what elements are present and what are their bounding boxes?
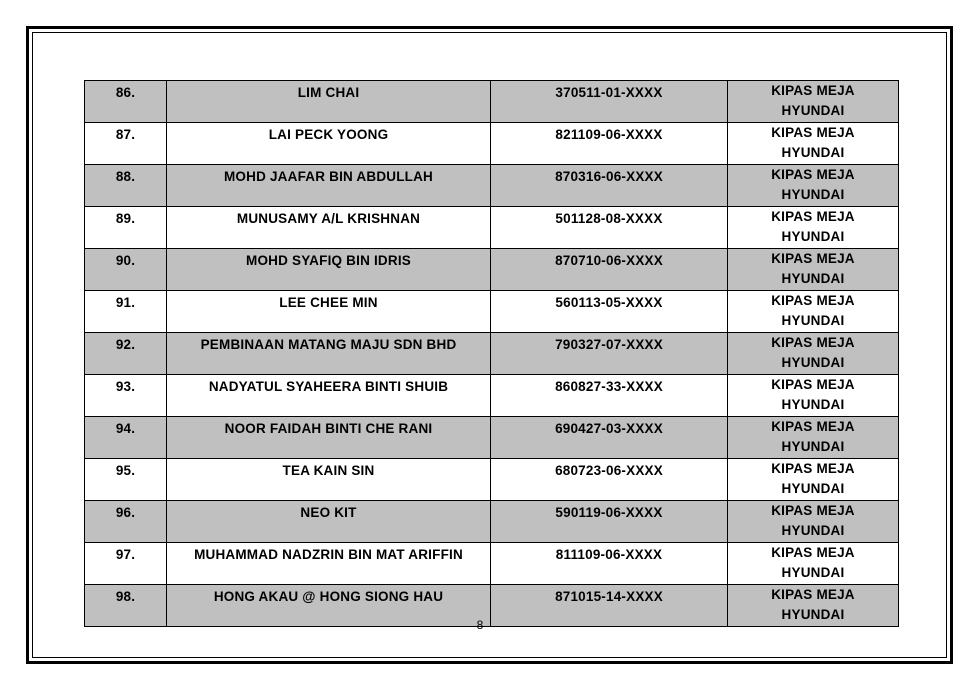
ic-number: 811109-06-XXXX	[491, 543, 728, 585]
table-row	[85, 207, 899, 249]
ic-number: 821109-06-XXXX	[491, 123, 728, 165]
prize-line1: KIPAS MEJA	[771, 167, 855, 182]
ic-number: 680723-06-XXXX	[491, 459, 728, 501]
prize	[728, 291, 899, 333]
prize-line2: HYUNDAI	[781, 187, 845, 202]
prize-line2: HYUNDAI	[781, 103, 845, 118]
prize-line1: KIPAS MEJA	[771, 545, 855, 560]
winner-name: MOHD JAAFAR BIN ABDULLAH	[167, 165, 491, 207]
row-number: 96.	[85, 501, 167, 543]
ic-number: 690427-03-XXXX	[491, 417, 728, 459]
table-row	[85, 543, 899, 585]
row-number: 93.	[85, 375, 167, 417]
winner-name: TEA KAIN SIN	[167, 459, 491, 501]
prize	[728, 165, 899, 207]
row-number: 88.	[85, 165, 167, 207]
winner-name: MUNUSAMY A/L KRISHNAN	[167, 207, 491, 249]
table-row	[85, 501, 899, 543]
ic-number: 560113-05-XXXX	[491, 291, 728, 333]
table-row	[85, 249, 899, 291]
table-row	[85, 81, 899, 123]
table-row	[85, 291, 899, 333]
row-number: 94.	[85, 417, 167, 459]
ic-number: 870316-06-XXXX	[491, 165, 728, 207]
prize	[728, 543, 899, 585]
prize-line2: HYUNDAI	[781, 229, 845, 244]
winner-name: NADYATUL SYAHEERA BINTI SHUIB	[167, 375, 491, 417]
row-number: 97.	[85, 543, 167, 585]
prize-line1: KIPAS MEJA	[771, 587, 855, 602]
prize-line2: HYUNDAI	[781, 565, 845, 580]
prize-line2: HYUNDAI	[781, 523, 845, 538]
winner-name: LEE CHEE MIN	[167, 291, 491, 333]
prize-line2: HYUNDAI	[781, 607, 845, 622]
ic-number: 871015-14-XXXX	[491, 585, 728, 627]
prize	[728, 459, 899, 501]
prize-line2: HYUNDAI	[781, 145, 845, 160]
table-row	[85, 417, 899, 459]
prize	[728, 501, 899, 543]
prize-line1: KIPAS MEJA	[771, 209, 855, 224]
table-row	[85, 165, 899, 207]
row-number: 87.	[85, 123, 167, 165]
prize-line2: HYUNDAI	[781, 397, 845, 412]
prize	[728, 375, 899, 417]
ic-number: 790327-07-XXXX	[491, 333, 728, 375]
winner-name: MOHD SYAFIQ BIN IDRIS	[167, 249, 491, 291]
page-number: 8	[476, 618, 484, 632]
row-number: 91.	[85, 291, 167, 333]
winner-name: HONG AKAU @ HONG SIONG HAU	[167, 585, 491, 627]
winner-name: NEO KIT	[167, 501, 491, 543]
prize-line2: HYUNDAI	[781, 481, 845, 496]
prize-line2: HYUNDAI	[781, 355, 845, 370]
row-number: 92.	[85, 333, 167, 375]
prize-line1: KIPAS MEJA	[771, 503, 855, 518]
row-number: 89.	[85, 207, 167, 249]
prize-line2: HYUNDAI	[781, 439, 845, 454]
prize-line2: HYUNDAI	[781, 271, 845, 286]
prize-line1: KIPAS MEJA	[771, 83, 855, 98]
prize	[728, 417, 899, 459]
prize-line1: KIPAS MEJA	[771, 125, 855, 140]
prize-line1: KIPAS MEJA	[771, 251, 855, 266]
winner-name: NOOR FAIDAH BINTI CHE RANI	[167, 417, 491, 459]
prize	[728, 207, 899, 249]
prize	[728, 333, 899, 375]
ic-number: 860827-33-XXXX	[491, 375, 728, 417]
row-number: 86.	[85, 81, 167, 123]
prize-line1: KIPAS MEJA	[771, 461, 855, 476]
ic-number: 590119-06-XXXX	[491, 501, 728, 543]
prize-line1: KIPAS MEJA	[771, 377, 855, 392]
ic-number: 870710-06-XXXX	[491, 249, 728, 291]
winner-name: MUHAMMAD NADZRIN BIN MAT ARIFFIN	[167, 543, 491, 585]
table-row	[85, 375, 899, 417]
prize-line2: HYUNDAI	[781, 313, 845, 328]
row-number: 90.	[85, 249, 167, 291]
ic-number: 501128-08-XXXX	[491, 207, 728, 249]
prize	[728, 123, 899, 165]
table-row	[85, 333, 899, 375]
winner-name: PEMBINAAN MATANG MAJU SDN BHD	[167, 333, 491, 375]
table-row	[85, 123, 899, 165]
prize-line1: KIPAS MEJA	[771, 419, 855, 434]
table-row	[85, 459, 899, 501]
winner-name: LAI PECK YOONG	[167, 123, 491, 165]
prize-line1: KIPAS MEJA	[771, 335, 855, 350]
winner-name: LIM CHAI	[167, 81, 491, 123]
row-number: 95.	[85, 459, 167, 501]
row-number: 98.	[85, 585, 167, 627]
prize	[728, 81, 899, 123]
ic-number: 370511-01-XXXX	[491, 81, 728, 123]
prize-line1: KIPAS MEJA	[771, 293, 855, 308]
prize	[728, 249, 899, 291]
winners-table	[84, 80, 899, 627]
